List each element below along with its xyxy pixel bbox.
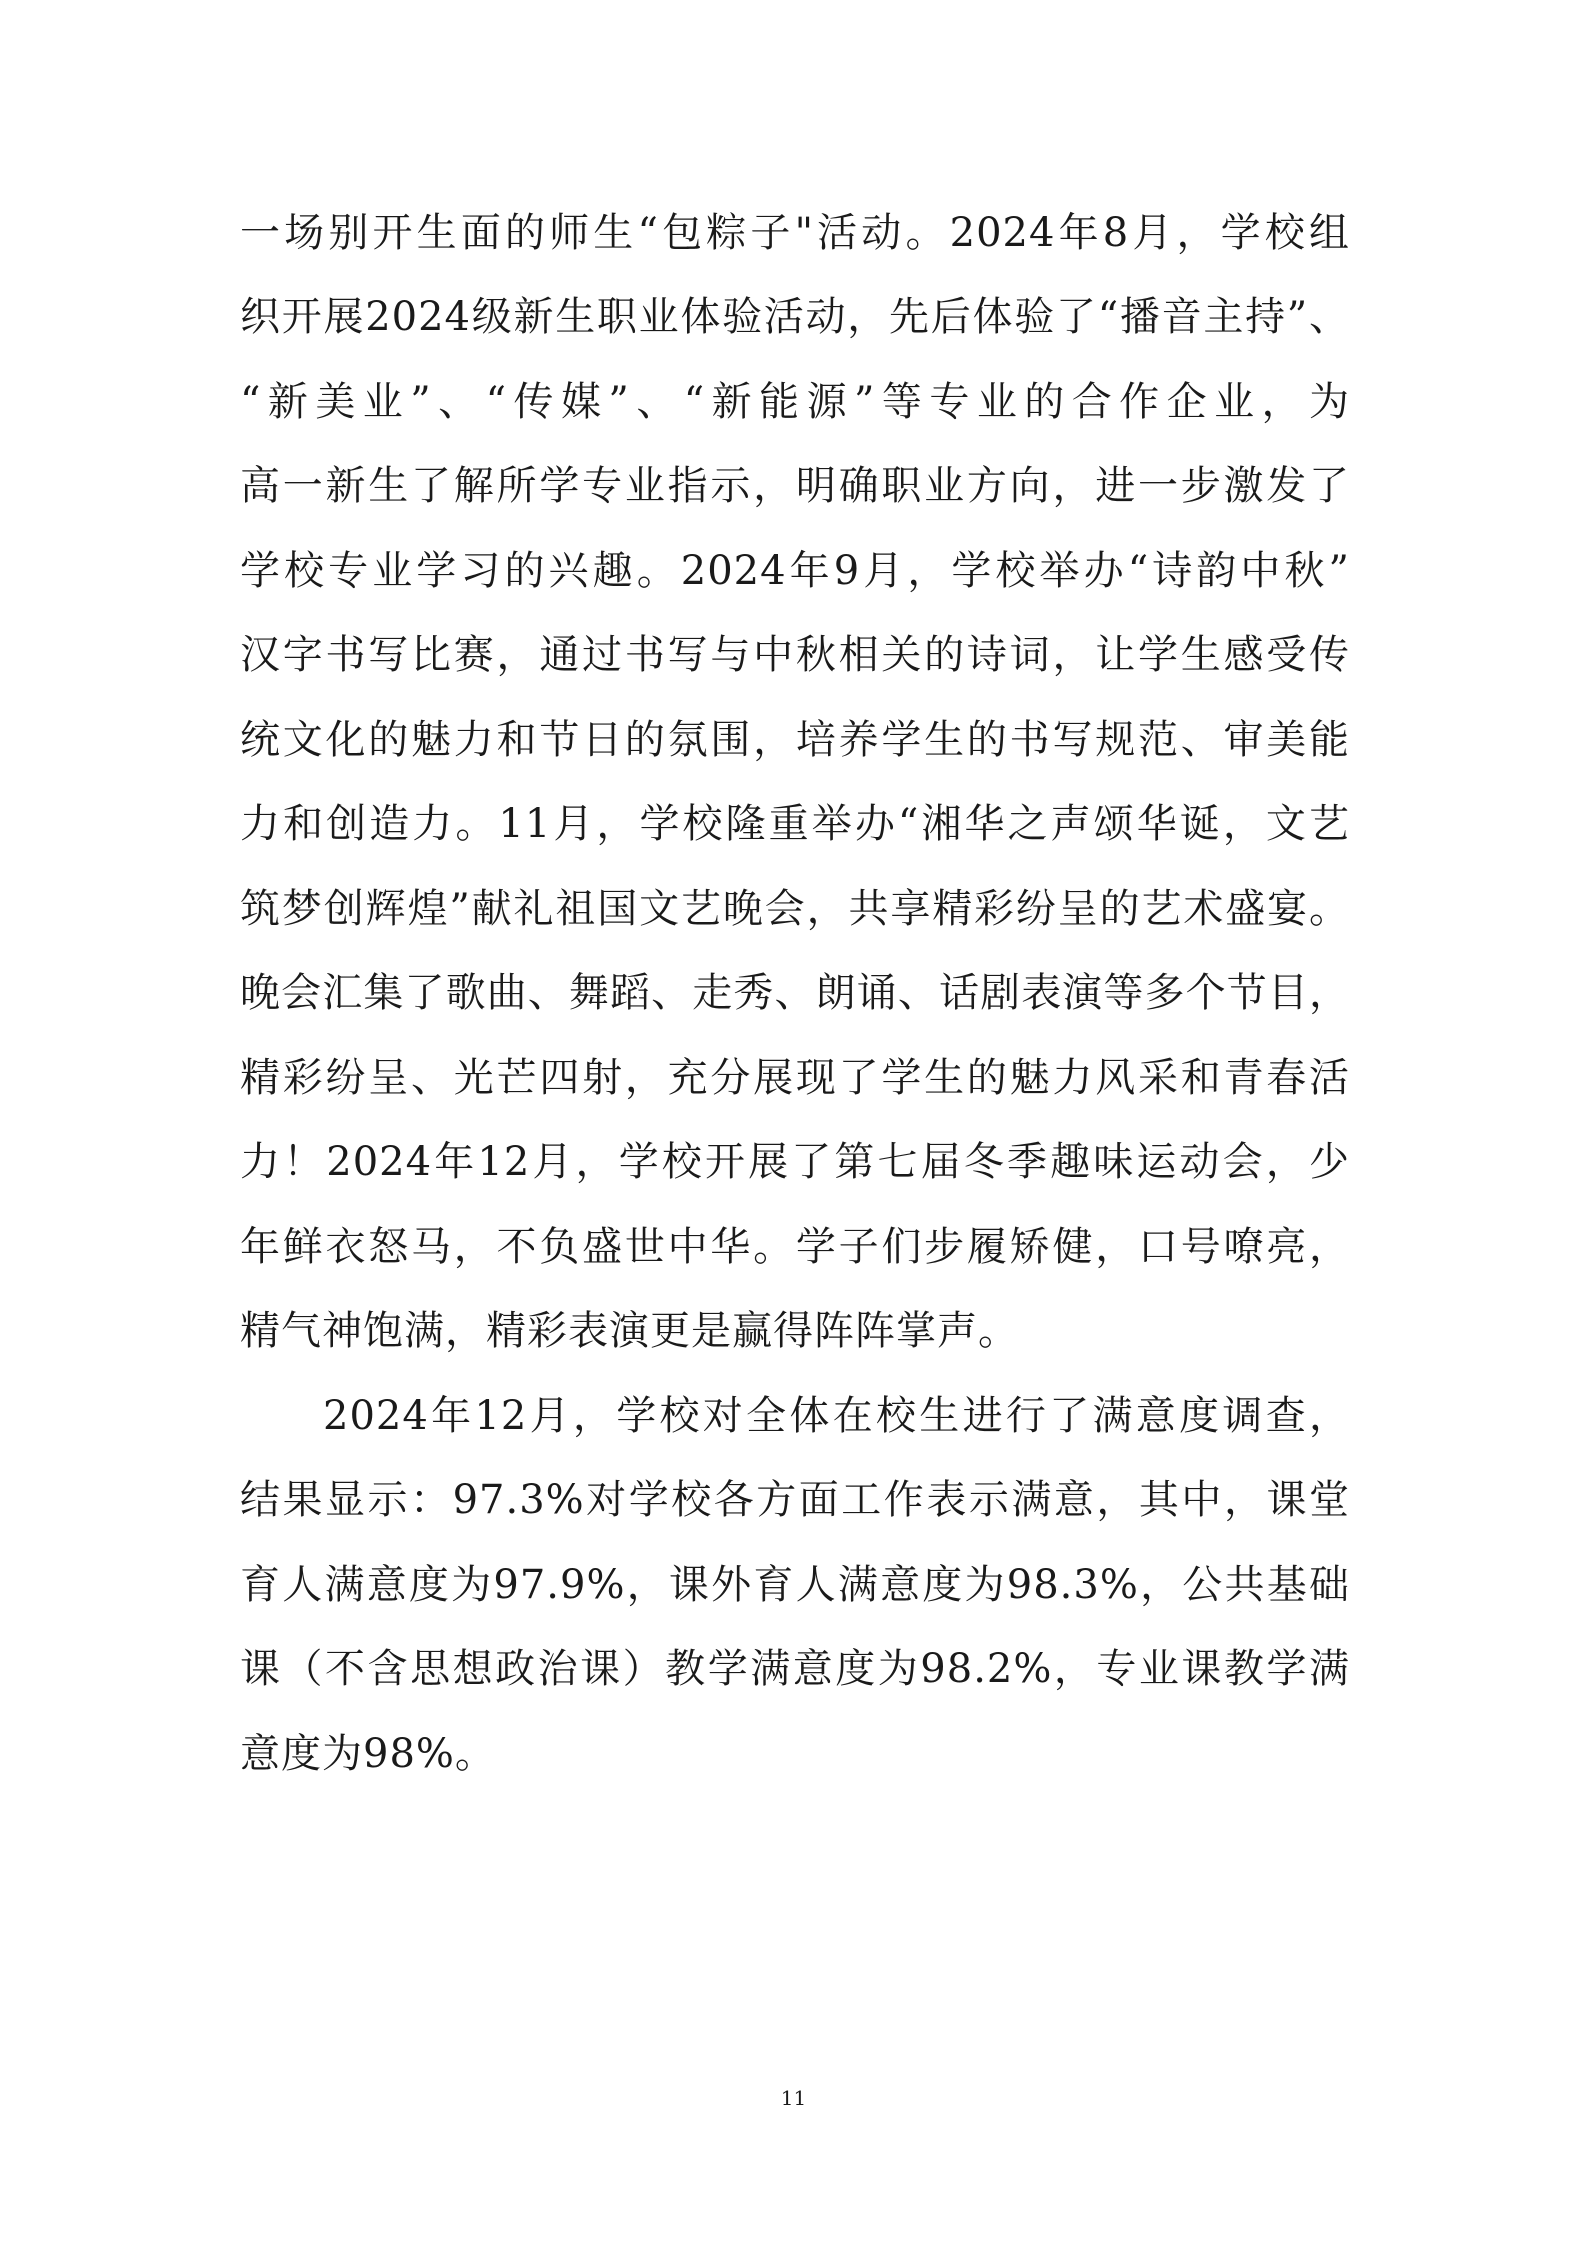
- paragraph-1-line-3: “新美业”、“传媒”、“新能源”等专业的合作企业，为: [240, 379, 1350, 425]
- paragraph-2-line-4: 课（不含思想政治课）教学满意度为98.2%，专业课教学满: [240, 1646, 1350, 1692]
- paragraph-1-line-6: 汉字书写比赛，通过书写与中秋相关的诗词，让学生感受传: [240, 632, 1350, 678]
- paragraph-1-line-14: 精气神饱满，精彩表演更是赢得阵阵掌声。: [240, 1308, 1019, 1354]
- paragraph-2-line-5: 意度为98%。: [240, 1731, 496, 1777]
- paragraph-1-line-11: 精彩纷呈、光芒四射，充分展现了学生的魅力风采和青春活: [240, 1055, 1350, 1101]
- paragraph-1-line-8: 力和创造力。11月，学校隆重举办“湘华之声颂华诞，文艺: [240, 801, 1350, 847]
- paragraph-2-line-3: 育人满意度为97.9%，课外育人满意度为98.3%，公共基础: [240, 1562, 1350, 1608]
- page-number: 11: [780, 2086, 807, 2110]
- paragraph-2-line-2: 结果显示：97.3%对学校各方面工作表示满意，其中，课堂: [240, 1477, 1350, 1523]
- paragraph-1-line-5: 学校专业学习的兴趣。2024年9月，学校举办“诗韵中秋”: [240, 548, 1350, 594]
- paragraph-1-line-4: 高一新生了解所学专业指示，明确职业方向，进一步激发了: [240, 463, 1350, 509]
- paragraph-2-line-1: 2024年12月，学校对全体在校生进行了满意度调查，: [323, 1393, 1350, 1439]
- paragraph-1-line-10: 晚会汇集了歌曲、舞蹈、走秀、朗诵、话剧表演等多个节目，: [240, 970, 1350, 1016]
- paragraph-1-line-7: 统文化的魅力和节日的氛围，培养学生的书写规范、审美能: [240, 717, 1350, 763]
- paragraph-1-line-9: 筑梦创辉煌”献礼祖国文艺晚会，共享精彩纷呈的艺术盛宴。: [240, 886, 1350, 932]
- paragraph-1-line-13: 年鲜衣怒马，不负盛世中华。学子们步履矫健，口号嘹亮，: [240, 1224, 1350, 1270]
- paragraph-1-line-2: 织开展2024级新生职业体验活动，先后体验了“播音主持”、: [240, 294, 1350, 340]
- paragraph-1-line-1: 一场别开生面的师生“包粽子"活动。2024年8月，学校组: [240, 210, 1350, 256]
- paragraph-1-line-12: 力！2024年12月，学校开展了第七届冬季趣味运动会，少: [240, 1139, 1350, 1185]
